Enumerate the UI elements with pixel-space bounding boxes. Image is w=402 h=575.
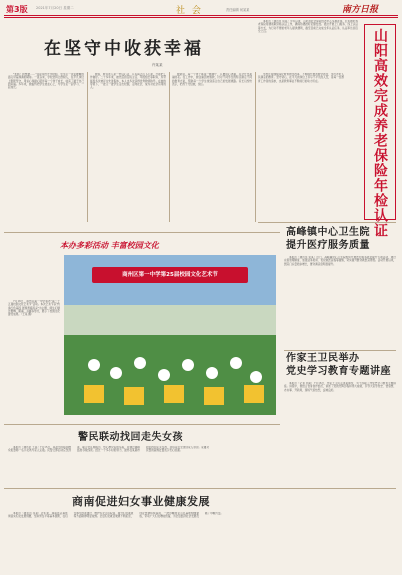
bottom-story-body: 本报讯（通讯员 李某）近年来，商南县认真贯彻落实妇女发展纲要，坚持男女平等基本国策，在妇女参与经济建设、维护妇女合法权益、提升妇女素质等方面取得明显成效。全县妇女就业渠道不断拓宽，创业热情持续高涨，一批巾帼创业示范基地相继建成，带动广大妇女增收致富，为全县经济社会发展贡献了巾帼力量。 [8, 512, 224, 519]
section-divider [258, 222, 396, 223]
photo-caption: 7月16日，商州区第一中学举办"第二十五届校园文化艺术节"活动。本次艺术节以"传承红色基因 展现青春风采"为主题，师生们通过歌舞、朗诵、书画等形式，展示了校园文化建设成果。（王某 摄） [8, 300, 60, 317]
section-divider [4, 424, 280, 425]
story3-body: 本报讯（记者 刘某）7月16日，作家王卫民走进某单位，为干部职工作党史学习教育专题讲座。讲座中，他结合自身创作经历，讲述了党的光辉历程和伟大成就，引导大家学党史、悟思想、办实事、开新局，现场气氛热烈，反响良好。 [284, 382, 396, 392]
editor-line: 责任编辑 何某某 [226, 8, 250, 12]
right-story-1-body: 本报讯（通讯员 何某）今年以来，山阳县社会保险经办中心多措并举，扎实做好养老保险待遇领取资格认证工作，确保待遇按时足额发放。通过开展上门服务、线上认证等方式，为行动不便的老年人提供便利，截至目前已完成全年认证任务，认证率达到百分之百。 [258, 20, 358, 33]
bottom-story-headline: 商南促进妇女事业健康发展 [72, 495, 210, 508]
page-number: 第3版 [6, 5, 28, 14]
story2-body: 本报讯（通讯员 张某）近日，高峰镇中心卫生院组织开展医疗服务质量提升专项活动，通过完善管理制度、加强业务培训、优化就医流程等措施，切实提升群众就医获得感。活动开展以来，医院门诊量稳步增长，群众满意度明显提升。 [284, 256, 396, 266]
photo-banner: 本办多彩活动 丰富校园文化 [60, 240, 159, 250]
header-rule [4, 15, 398, 16]
column-divider [169, 72, 170, 222]
story3-headline: 作家王卫民举办 党史学习教育专题讲座 [286, 353, 391, 377]
lead-byline: 许某某 [152, 63, 163, 67]
section-divider [4, 232, 280, 233]
lead-column-1: "老师！我想要……"这是该校开学伊始，学生们一张张稚嫩的面孔带着满满的期待。一直以来，学校坚持立德树人，在平凡岗位上默默坚守，用爱心和耐心陪伴每一个孩子成长，收获了属于自己的幸福。多年来，她始终把学生放在心上，与学生们一起学习、一起成长。 [8, 73, 84, 90]
header-rule-thin [4, 17, 398, 18]
mid-story-body: 本报讯（通讯员 王某）7月15日，某派出所接到群众报警称一名小女孩与家人走散。民警立即启动应急预案，联合社区网格员、热心群众沿街巡查，并通过调取监控寻找线索。经过一个多小时的努力，最终在某超市附近找到走失女孩，并将其安全送回家人身边。家属对民警的高效处置表示衷心感谢。 [8, 446, 209, 453]
lead-column-3: 她常说，每一个孩子都是一颗种子，只要用心浇灌，总会开出美丽的花。在工作中，她注重因材施教，针对不同学生的特点制定不同的教育方案，帮助每一个学生找到适合自己的发展道路。家长们纷纷表示，把孩子交给她，放心。 [172, 73, 252, 86]
photo-illustration [64, 255, 276, 415]
vertical-headline: 山阳高效完成养老保险年检认证 [372, 28, 388, 238]
lead-column-2: 她说，教书育人是一份良心活，只有真正沉下心来，才能把工作做好。二十多年来，她先后担任班主任、年级组长等职务，所带班级多次被评为先进集体，本人也多次获得优秀教师称号。在她的带领下，一批又一批学生走出校园，走向社会，成为对社会有用的人。 [90, 73, 166, 90]
section-divider [4, 488, 396, 489]
festival-sign: 商州区第一中学第25届校园文化艺术节 [122, 272, 218, 278]
school-festival-photo [64, 255, 276, 415]
section-divider [284, 350, 396, 351]
column-divider [87, 72, 88, 222]
lead-column-4: 学校还将继续深化教育教学改革，不断提升教育教学质量，努力办好人民满意的教育。坚守初心，在平凡的岗位上书写不平凡的人生，是每一位教育工作者的追求，也是教育事业不断前行的动力所在。 [258, 73, 344, 83]
column-divider [255, 72, 256, 222]
masthead: 南方日报 [342, 5, 379, 15]
story2-headline: 高峰镇中心卫生院 提升医疗服务质量 [286, 227, 370, 251]
section-title: 社 会 [176, 6, 203, 16]
lead-headline: 在坚守中收获幸福 [44, 39, 204, 59]
mid-story-headline: 警民联动找回走失女孩 [78, 432, 183, 443]
date-line: 2021年7月20日 星期二 [36, 6, 74, 10]
